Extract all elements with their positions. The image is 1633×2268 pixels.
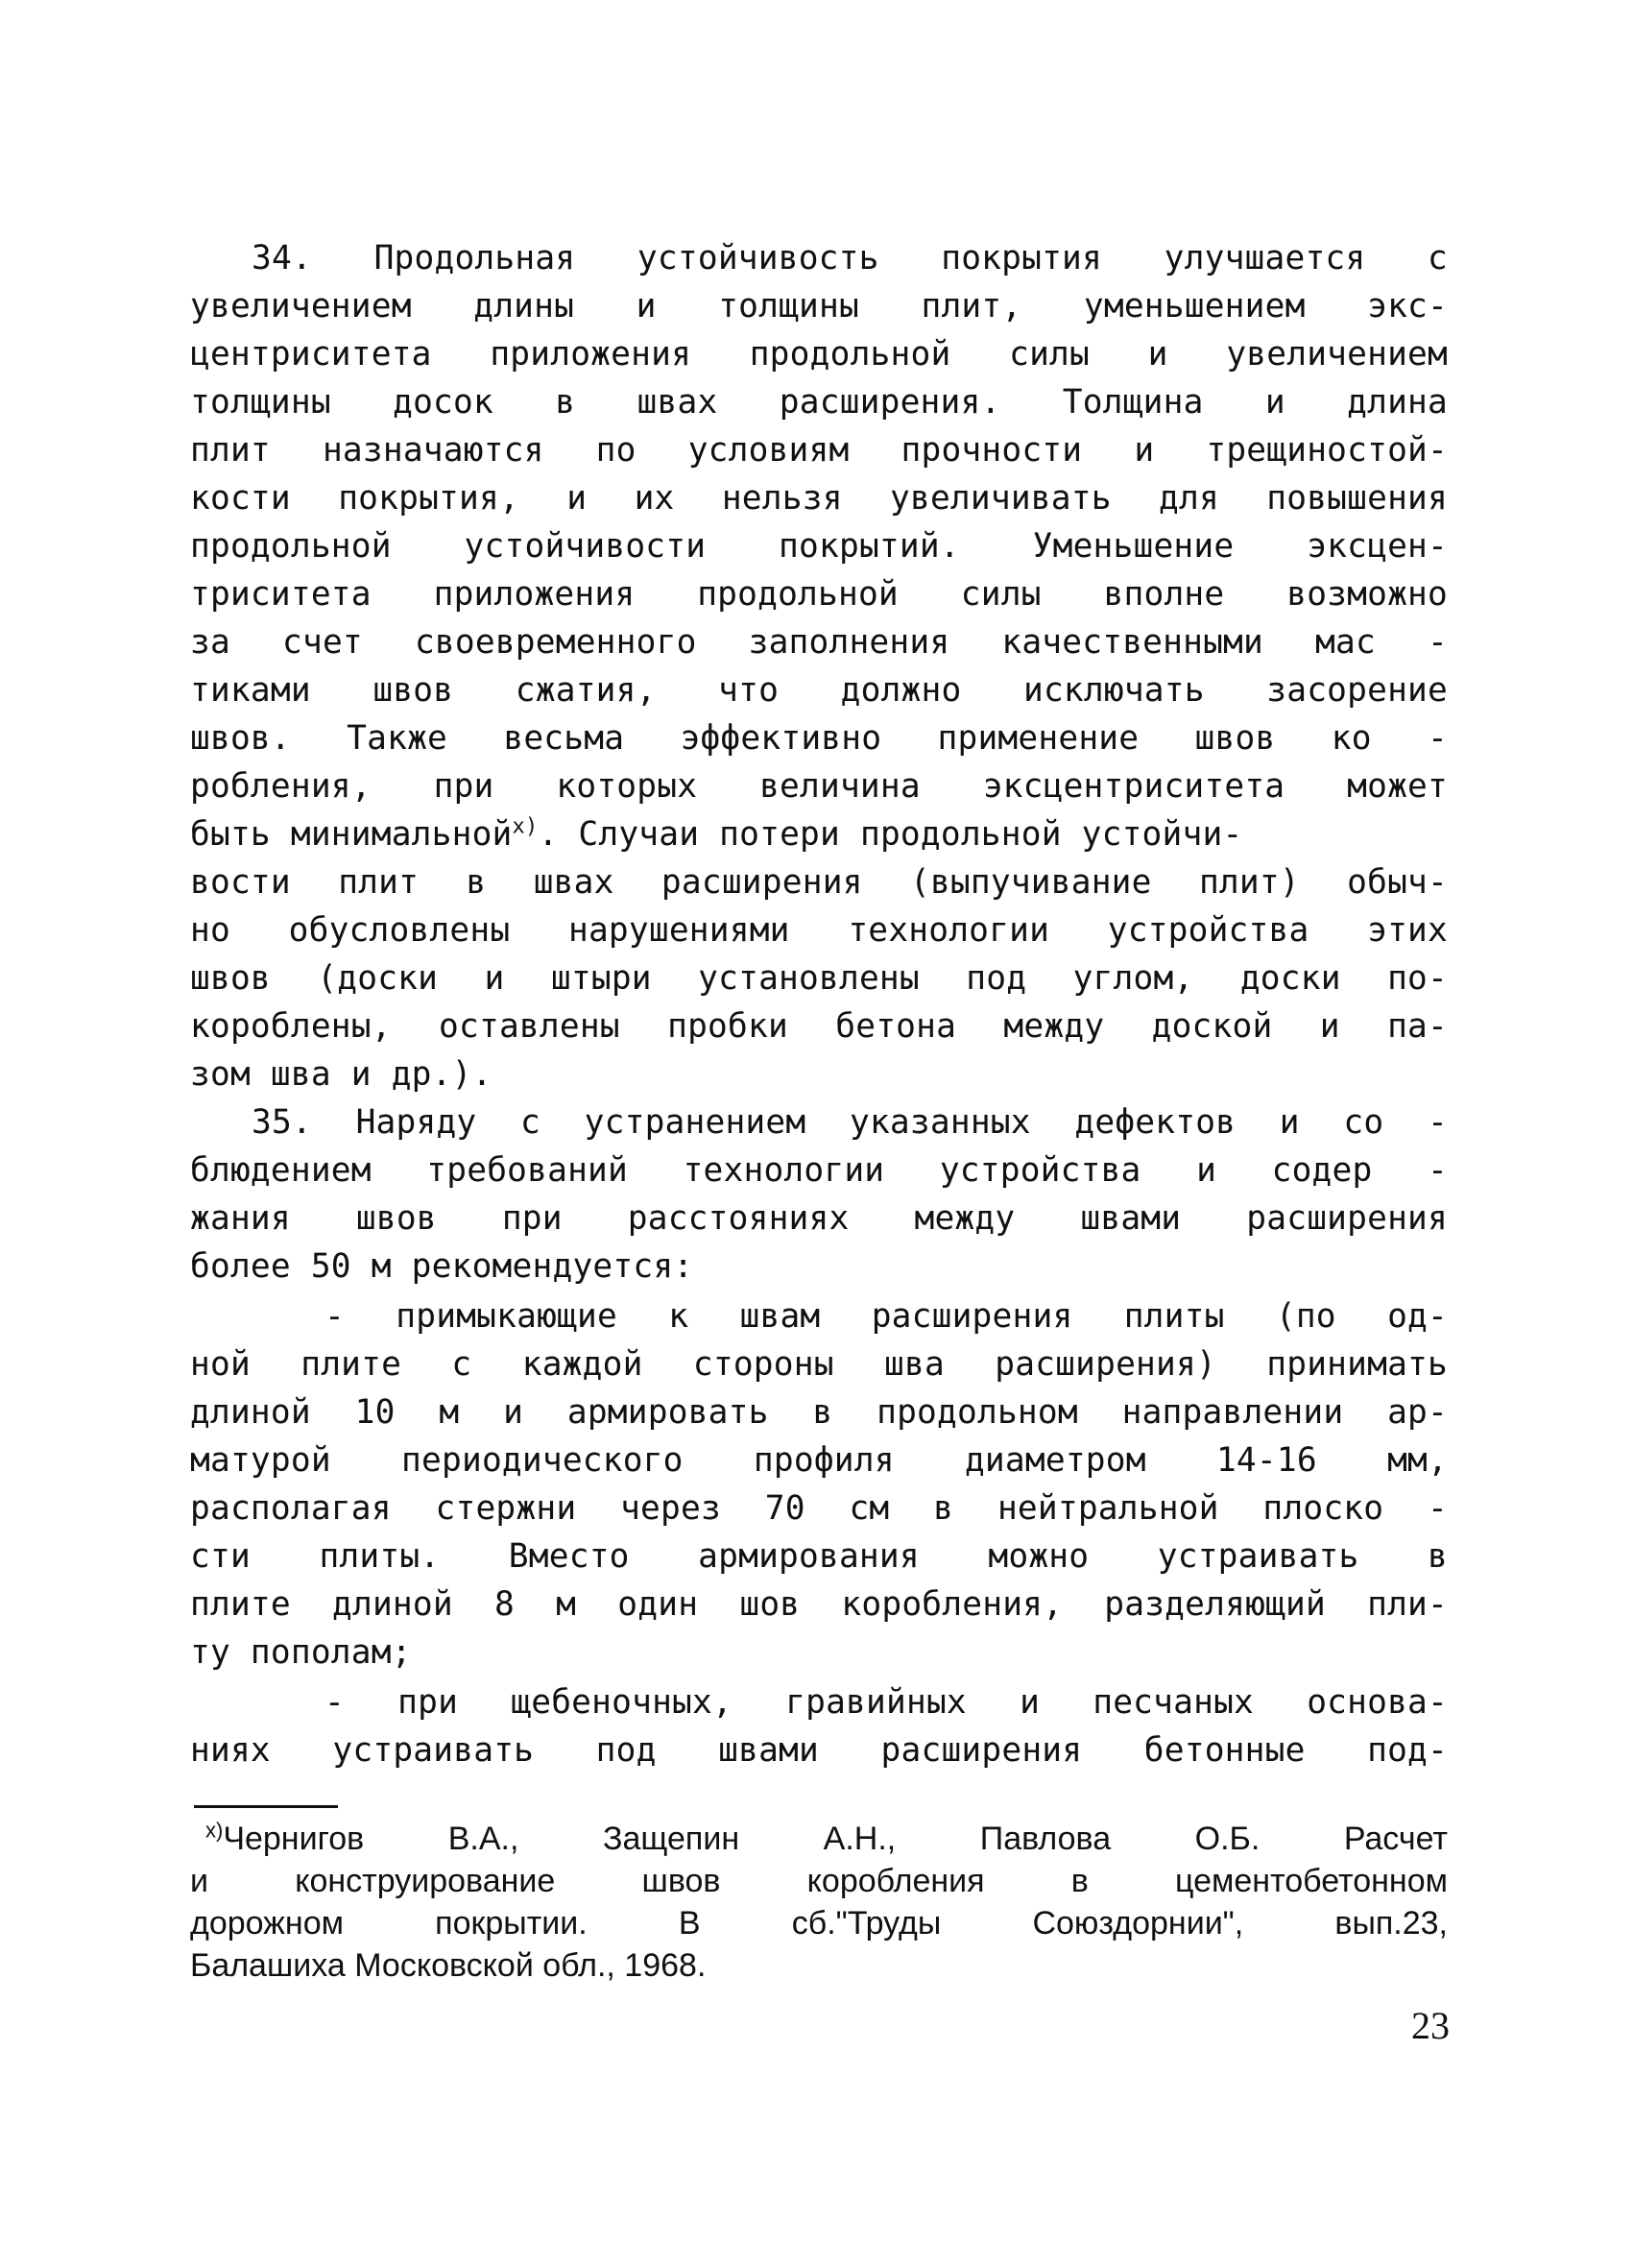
footnote-line: дорожном покрытии. В сб."Труды Союздорнии", вып.23, — [190, 1905, 1448, 1942]
text-line: робления, при которых величина эксцентриситета может — [190, 767, 1448, 806]
text-line: швов (доски и штыри установлены под углом, доски по- — [190, 959, 1448, 998]
text-line: ниях устраивать под швами расширения бетонные под- — [190, 1731, 1448, 1770]
page-number: 23 — [1411, 2004, 1450, 2047]
text-line: 34. Продольная устойчивость покрытия улучшается с — [252, 239, 1448, 277]
text-line: жания швов при расстояниях между швами расширения — [190, 1199, 1448, 1238]
text-line: вости плит в швах расширения (выпучивание плит) обыч- — [190, 863, 1448, 902]
text-line: увеличением длины и толщины плит, уменьшением экс- — [190, 287, 1448, 326]
text-line: блюдением требований технологии устройства и содер - — [190, 1151, 1448, 1190]
text-line: толщины досок в швах расширения. Толщина и длина — [190, 383, 1448, 422]
text-line: триситета приложения продольной силы вполне возможно — [190, 575, 1448, 614]
text-line: кости покрытия, и их нельзя увеличивать для повышения — [190, 479, 1448, 518]
footnote-separator — [194, 1805, 338, 1808]
text-line: более 50 м рекомендуется: — [190, 1247, 694, 1286]
text-line: ной плите с каждой стороны шва расширения) принимать — [190, 1345, 1448, 1384]
text-line: сти плиты. Вместо армирования можно устраивать в — [190, 1537, 1448, 1576]
text-line: швов. Также весьма эффективно применение швов ко - — [190, 719, 1448, 758]
text-line: зом шва и др.). — [190, 1055, 492, 1094]
footnote-line: Балашиха Московской обл., 1968. — [190, 1947, 707, 1984]
footnote-ref-mark: x) — [512, 814, 539, 839]
list-item-line: - примыкающие к швам расширения плиты (по од- — [324, 1297, 1448, 1336]
footnote-line — [205, 1818, 1448, 1857]
text-line: плите длиной 8 м один шов коробления, разделяющий пли- — [190, 1585, 1448, 1624]
text-line-with-footnote-ref — [190, 814, 1448, 854]
footnote-text: Чернигов В.А., Защепин А.Н., Павлова О.Б. Расчет — [223, 1821, 1448, 1857]
text-line: матурой периодического профиля диаметром 14-16 мм, — [190, 1441, 1448, 1480]
text-line: короблены, оставлены пробки бетона между доской и па- — [190, 1007, 1448, 1046]
text-line: тиками швов сжатия, что должно исключать засорение — [190, 671, 1448, 710]
text-line: ту пополам; — [190, 1633, 412, 1672]
text-line: плит назначаются по условиям прочности и трещиностой- — [190, 431, 1448, 470]
list-item-line: - при щебеночных, гравийных и песчаных основа- — [324, 1683, 1448, 1722]
text-line: продольной устойчивости покрытий. Уменьшение эксцен- — [190, 527, 1448, 566]
text-fragment: быть минимальной — [190, 815, 513, 854]
text-fragment: . Случаи потери продольной устойчи- — [538, 815, 1243, 854]
text-line: располагая стержни через 70 см в нейтральной плоско - — [190, 1489, 1448, 1528]
text-line: но обусловлены нарушениями технологии устройства этих — [190, 911, 1448, 950]
footnote-mark: x) — [205, 1818, 224, 1843]
footnote-line: и конструирование швов коробления в цементобетонном — [190, 1863, 1448, 1899]
text-line: за счет своевременного заполнения качественными мас - — [190, 623, 1448, 662]
text-line: длиной 10 м и армировать в продольном направлении ар- — [190, 1393, 1448, 1432]
text-line: 35. Наряду с устранением указанных дефектов и со - — [252, 1103, 1448, 1142]
text-line: центриситета приложения продольной силы и увеличением — [190, 335, 1448, 374]
